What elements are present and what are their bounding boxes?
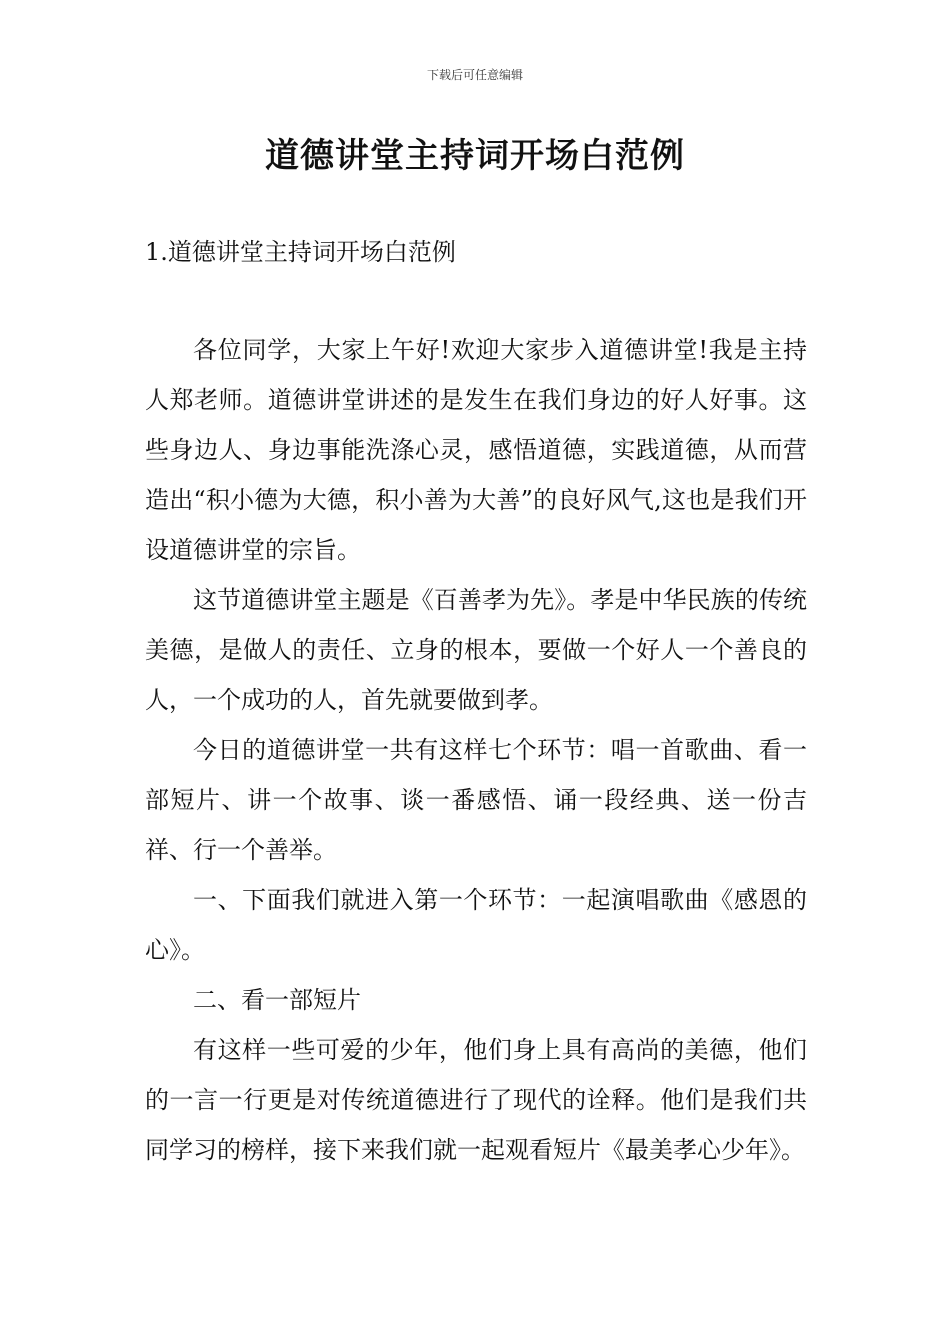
document-title: 道德讲堂主持词开场白范例 <box>265 136 685 176</box>
paragraph-step-one: 一、下面我们就进入第一个环节：一起演唱歌曲《感恩的心》。 <box>145 886 807 964</box>
paragraph-greeting: 各位同学，大家上午好!欢迎大家步入道德讲堂!我是主持人郑老师。道德讲堂讲述的是发生在我们身边的好人好事。这些身边人、身边事能洗涤心灵，感悟道德，实践道德，从而营造出“积小德为大德，积小善为大善”的良好风气,这也是我们开设道德讲堂的宗旨。 <box>145 336 807 564</box>
document-body <box>145 325 807 1175</box>
paragraph-step-two-heading: 二、看一部短片 <box>193 986 361 1014</box>
paragraph-agenda: 今日的道德讲堂一共有这样七个环节：唱一首歌曲、看一部短片、讲一个故事、谈一番感悟、诵一段经典、送一份吉祥、行一个善举。 <box>145 736 807 864</box>
paragraph-theme: 这节道德讲堂主题是《百善孝为先》。孝是中华民族的传统美德，是做人的责任、立身的根本，要做一个好人一个善良的人，一个成功的人，首先就要做到孝。 <box>145 586 807 714</box>
section-heading: 1.道德讲堂主持词开场白范例 <box>145 238 456 266</box>
header-note: 下载后可任意编辑 <box>426 68 523 82</box>
paragraph-short-film: 有这样一些可爱的少年，他们身上具有高尚的美德，他们的一言一行更是对传统道德进行了现代的诠释。他们是我们共同学习的榜样，接下来我们就一起观看短片《最美孝心少年》。 <box>145 1036 807 1164</box>
